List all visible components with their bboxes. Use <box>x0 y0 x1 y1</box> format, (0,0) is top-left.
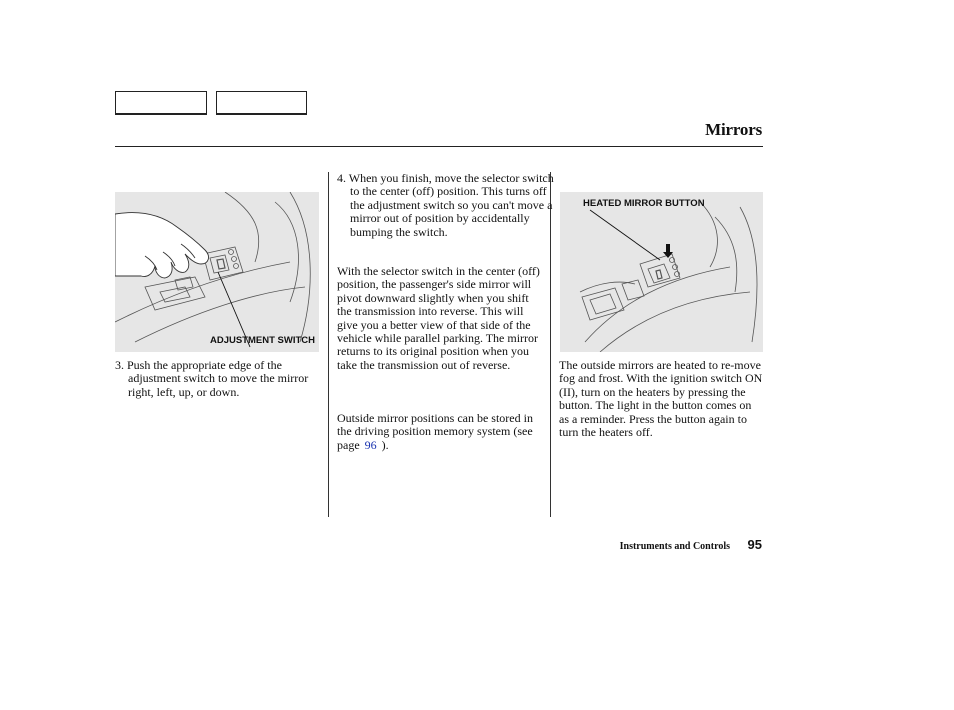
adjustment-switch-label: ADJUSTMENT SWITCH <box>209 335 315 346</box>
memory-text-end: ). <box>381 437 389 452</box>
instruction-step-4: 4. When you finish, move the selector switch to the center (off) position. This turns off the adjustment switch so you can't move a mirror out of position by accidentally bumping the switch. <box>337 171 554 239</box>
door-panel-drawing <box>115 192 319 352</box>
reverse-pivot-paragraph: With the selector switch in the center (off) position, the passenger's side mirror will pivot downward slightly when you shift the transmission into reverse. This will give you a better view of that side of the vehicle while parallel parking. The mirror returns to its original position when you take the transmission out of reverse. <box>337 264 540 372</box>
nav-button-a[interactable] <box>115 91 207 115</box>
nav-button-b[interactable] <box>216 91 307 115</box>
page-title: Mirrors <box>705 120 762 139</box>
instruction-step-3: 3. Push the appropriate edge of the adjustment switch to move the mirror right, left, up, or down. <box>115 358 309 399</box>
footer-section-title: Instruments and Controls <box>619 541 730 552</box>
page-link[interactable]: 96 <box>364 437 377 452</box>
door-panel-drawing <box>560 192 763 352</box>
page-number: 95 <box>747 537 762 552</box>
adjustment-switch-illustration <box>115 192 319 352</box>
title-divider <box>115 146 763 147</box>
memory-text: Outside mirror positions can be stored in the driving position memory system (see page <box>337 411 533 452</box>
memory-paragraph <box>337 412 542 452</box>
heated-mirror-button-illustration <box>560 192 763 352</box>
heated-mirrors-paragraph: The outside mirrors are heated to re-move fog and frost. With the ignition switch ON (II), turn on the heaters by pressing the button. The light in the button comes on as a reminder. Press the button again to turn the heaters off. <box>559 358 763 440</box>
column-divider <box>328 172 329 517</box>
heated-mirror-button-label: HEATED MIRROR BUTTON <box>583 198 705 209</box>
